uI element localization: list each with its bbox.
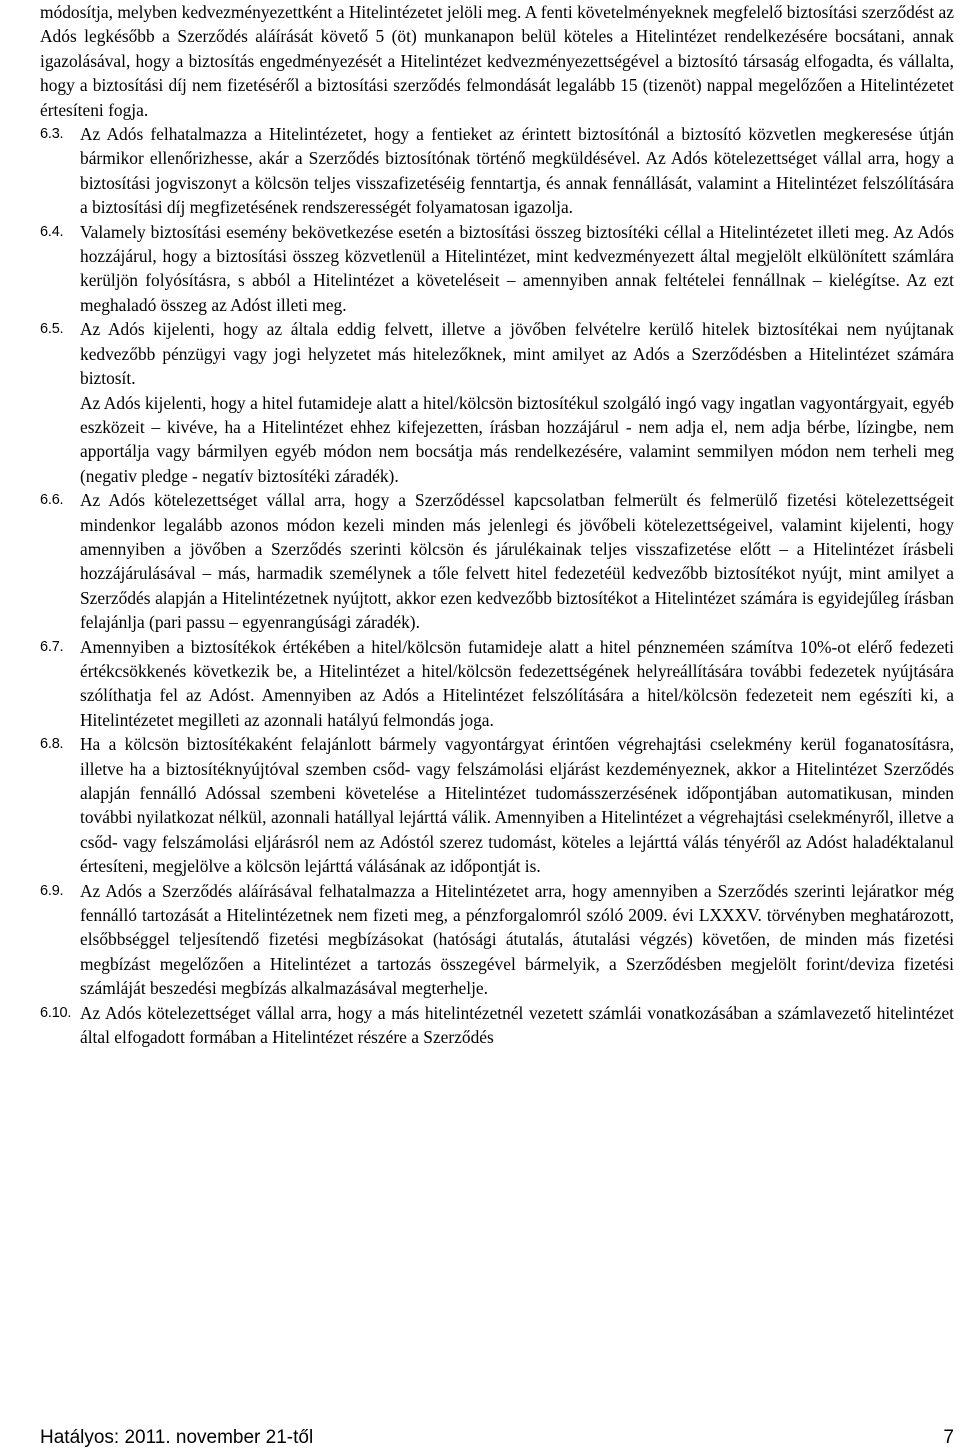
- section-number: 6.9.: [40, 882, 64, 899]
- section-number: 6.6.: [40, 492, 64, 509]
- section-number: 6.8.: [40, 736, 64, 753]
- section-text: Az Adós a Szerződés aláírásával felhatalmazza a Hitelintézetet arra, hogy amennyiben a Szerződés szerinti lejáratkor még fennálló tartozását a Hitelintézetnek nem fizeti meg, a pénzforgalomról szóló 2009. évi LXXXV. törvényben meghatározott, elsőbbséggel teljesítendő fizetési megbízásokat (hatósági átutalás, átutalási végzés) követően, de minden más fizetési megbízást megelőzően a Hitelintézet a tartozás összegével bármelyik, a Szerződésben megjelölt forint/deviza fizetési számláját beszedési megbízás alkalmazásával megterhelje.: [80, 880, 954, 999]
- section-text: Az Adós felhatalmazza a Hitelintézetet, hogy a fentieket az érintett biztosítónál a biztosító közvetlen megkeresése útján bármikor ellenőrizhesse, akár a Szerződés biztosítónak történő megküldésével. Az Adós kötelezettséget vállal arra, hogy a biztosítási jogviszonyt a kölcsön teljes visszafizetéséig fenntartja, és annak fennállását, valamint a Hitelintézet felszólítására a biztosítási díj megfizetésének rendszerességét folyamatosan igazolja.: [80, 124, 954, 218]
- section-number: 6.7.: [40, 638, 64, 655]
- section-6-10: [40, 1001, 954, 1050]
- section-6-8: [40, 732, 954, 878]
- document-page: [40, 0, 954, 1453]
- section-6-6: [40, 488, 954, 634]
- section-6-5: [40, 317, 954, 390]
- section-number: 6.10.: [40, 1004, 72, 1021]
- section-6-7: [40, 635, 954, 733]
- section-6-5-continuation: Az Adós kijelenti, hogy a hitel futamideje alatt a hitel/kölcsön biztosítékul szolgáló ingó vagy ingatlan vagyontárgyait, egyéb eszközeit – kivéve, ha a Hitelintézet ehhez kifejezetten, írásban hozzájárul - nem adja el, nem adja bérbe, lízingbe, nem apportálja vagy bármilyen egyéb módon nem bocsátja más rendelkezésére, valamint semmilyen módon nem terheli meg (negativ pledge - negatív biztosítéki záradék).: [80, 392, 954, 486]
- intro-paragraph: módosítja, melyben kedvezményezettként a Hitelintézetet jelöli meg. A fenti követelményeknek megfelelő biztosítási szerződést az Adós legkésőbb a Szerződés aláírását követő 5 (öt) munkanapon belül köteles a Hitelintézet rendelkezésére bocsátani, annak igazolásával, hogy a biztosítás engedményezését a Hitelintézet kedvezményezettségével a biztosító társaság elfogadta, és vállalta, hogy a biztosítási díj nem fizetéséről a biztosítási szerződés felmondását legalább 15 (tizenöt) nappal megelőzően a Hitelintézetet értesíteni fogja.: [40, 2, 954, 120]
- section-6-3: [40, 122, 954, 220]
- page-footer: [40, 1427, 954, 1449]
- section-text: Az Adós kijelenti, hogy az általa eddig felvett, illetve a jövőben felvételre kerülő hitelek biztosítékai nem nyújtanak kedvezőbb pénzügyi vagy jogi helyzetet más hitelezőknek, mint amilyet az Adós a Szerződésben a Hitelintézet számára biztosít.: [80, 319, 954, 389]
- effective-date: Hatályos: 2011. november 21-től: [40, 1427, 314, 1448]
- section-6-9: [40, 879, 954, 1001]
- section-text: Ha a kölcsön biztosítékaként felajánlott bármely vagyontárgyat érintően végrehajtási cselekmény kerül foganatosításra, illetve ha a biztosítéknyújtóval szemben csőd- vagy felszámolási eljárást kezdeményeznek, akkor a Hitelintézet Szerződés alapján fennálló Adóssal szembeni követelése a Hitelintézet tudomásszerzésének időpontjában automatikusan, minden további nyilatkozat nélkül, azonnali hatállyal lejárttá válik. Amennyiben a Hitelintézet a végrehajtási cselekményről, illetve a csőd- vagy felszámolási eljárásról nem az Adóstól szerez tudomást, köteles a lejárttá válás tényéről az Adóst haladéktalanul értesíteni, megjelölve a kölcsön lejárttá válásának az időpontját is.: [80, 734, 954, 877]
- section-number: 6.3.: [40, 126, 64, 143]
- section-text: Az Adós kötelezettséget vállal arra, hogy a más hitelintézetnél vezetett számlái vonatkozásában a számlavezető hitelintézet által elfogadott formában a Hitelintézet részére a Szerződés: [80, 1002, 954, 1048]
- section-text: Valamely biztosítási esemény bekövetkezése esetén a biztosítási összeg biztosítéki céllal a Hitelintézetet illeti meg. Az Adós hozzájárul, hogy a biztosítási összeg közvetlenül a Hitelintézet, mint kedvezményezett által megjelölt elkülönített számlára kerüljön folyósításra, s abból a Hitelintézet a követeléseit – amennyiben annak feltételei fennállnak – kielégítse. Az ezt meghaladó összeg az Adóst illeti meg.: [80, 221, 954, 315]
- section-number: 6.5.: [40, 321, 64, 338]
- page-number: 7: [943, 1427, 954, 1448]
- section-text: Az Adós kötelezettséget vállal arra, hogy a Szerződéssel kapcsolatban felmerült és felmerülő fizetési kötelezettségeit mindenkor legalább azonos módon kezeli minden más jelenlegi és jövőbeli kötelezettségeivel, valamint kijelenti, hogy amennyiben a jövőben a Szerződés szerinti kölcsön és járulékainak teljes visszafizetése előtt – a Hitelintézet írásbeli hozzájárulásával – más, harmadik személynek a tőle felvett hitel fedezetéül kedvezőbb biztosítékot nyújt, mint amilyet a Szerződés alapján a Hitelintézetnek nyújtott, akkor ezen kedvezőbb biztosítékot a Hitelintézet számára is egyidejűleg írásban felajánlja (pari passu – egyenrangúsági záradék).: [80, 490, 954, 633]
- section-number: 6.4.: [40, 223, 64, 240]
- section-6-4: [40, 220, 954, 318]
- section-text: Amennyiben a biztosítékok értékében a hitel/kölcsön futamideje alatt a hitel pénzneméen számítva 10%-ot elérő fedezeti értékcsökkenés következik be, a Hitelintézet a hitel/kölcsön fedezettségének helyreállítására további fedezetek nyújtására szólíthatja fel az Adóst. Amennyiben az Adós a Hitelintézet felszólítására a hitel/kölcsön fedezeteit nem egészíti ki, a Hitelintézetet megilleti az azonnali hatályú felmondás joga.: [80, 636, 954, 730]
